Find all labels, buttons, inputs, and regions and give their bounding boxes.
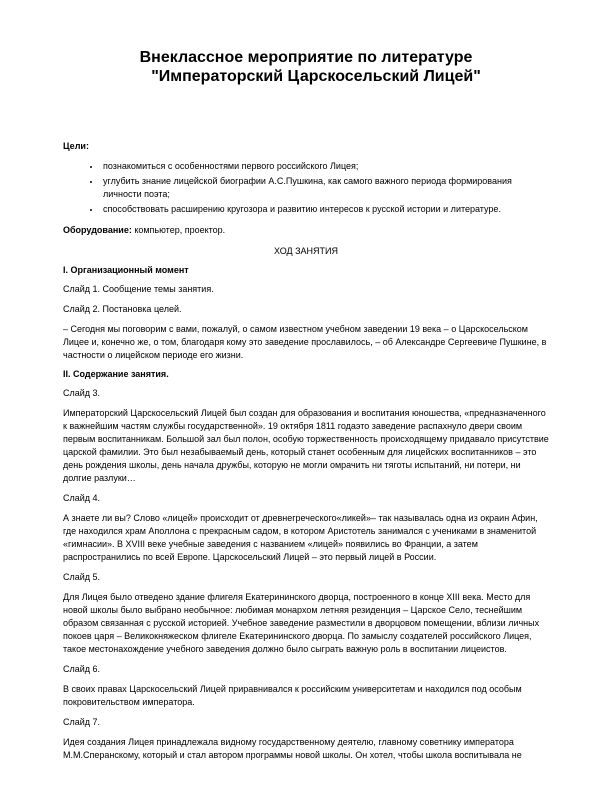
slide3-label: Слайд 3.: [63, 388, 101, 398]
goals-list: [63, 160, 549, 216]
equipment-text: компьютер, проектор.: [131, 225, 226, 235]
goal-item: • углубить знание лицейской биографии А.С.Пушкина, как самого важного периода формирования личности поэта;: [101, 175, 549, 201]
equipment-line: [63, 224, 549, 237]
section2-heading: II. Содержание занятия.: [63, 369, 169, 379]
goal-item: • способствовать расширению кругозора и развитию интересов к русской истории и литературе.: [101, 203, 549, 216]
slide6-label: Слайд 6.: [63, 664, 101, 674]
document-title: [63, 0, 549, 86]
slide4-label: Слайд 4.: [63, 493, 101, 503]
slide7-paragraph: Идея создания Лицея принадлежала видному государственному деятелю, главному советнику императора М.М.Сперанскому, который и стал автором программы новой школы. Он хотел, чтобы школа воспитывала не: [63, 737, 522, 760]
section1-heading: I. Организационный момент: [63, 265, 189, 275]
slide6-paragraph: В своих правах Царскосельский Лицей приравнивался к российским университетам и находился под особым покровительством императора.: [63, 684, 522, 707]
slide7-label: Слайд 7.: [63, 717, 101, 727]
slide4-paragraph: А знаете ли вы? Слово «лицей» происходит от древнегреческого«ликей»– так называлась одна из окраин Афин, где находился храм Аполлона с прекрасным садом, в котором Аристотель занимался с учениками в знаменитой «гимнасии». В XVIII веке учебные заведения с названием «лицей» появились во Франции, а затем распространились по всей Европе. Царскосельский Лицей – это первый лицей в России.: [63, 513, 538, 562]
slide5-label: Слайд 5.: [63, 572, 101, 582]
goals-label: Цели:: [63, 141, 89, 151]
intro-paragraph: – Сегодня мы поговорим с вами, пожалуй, о самом известном учебном заведении 19 века – о Царскосельском Лицее и, конечно же, о том, благодаря кому это заведение прославилось, – об Александре Сергеевиче Пушкине, в частности о лицейском периоде его жизни.: [63, 324, 547, 360]
slide5-paragraph: Для Лицея было отведено здание флигеля Екатерининского дворца, построенного в конце XIII века. Место для новой школы было выбрано необычное: любимая монархом летняя резиденция – Царское Село, теснейшим образом связанная с русской историей. Учебное заведение разместили в дворцовом помещении, вблизи личных покоев царя – Великокняжеском флигеле Екатерининского дворца. По замыслу создателей российского Лицея, такое местонахождение учебного заведения должно было сыграть важную роль в воспитании лицеистов.: [63, 592, 540, 654]
slide1-line: Слайд 1. Сообщение темы занятия.: [63, 284, 214, 294]
title-line-1: Внеклассное мероприятие по литературе: [139, 49, 473, 66]
equipment-label: Оборудование:: [63, 225, 132, 235]
course-heading: ХОД ЗАНЯТИЯ: [273, 246, 338, 256]
slide2-line: Слайд 2. Постановка целей.: [63, 304, 182, 314]
goal-item: • познакомиться с особенностями первого российского Лицея;: [101, 160, 549, 173]
slide3-paragraph: Императорский Царскосельский Лицей был создан для образования и воспитания юношества, «предназначенного к важнейшим частям службы государственной». 19 октября 1811 годаэто заведение распахнуло двери своим первым воспитанникам. Большой зал был полон, особую торжественность происходящему придавало присутствие царской фамилии. Это был незабываемый день, который станет особенным для лицейских воспитанников – это день рождения школы, день начала дружбы, которую не могли омрачить ни тяготы испытаний, ни потери, ни долгие разлуки…: [63, 408, 549, 483]
title-line-2: "Императорский Царскосельский Лицей": [151, 68, 481, 85]
